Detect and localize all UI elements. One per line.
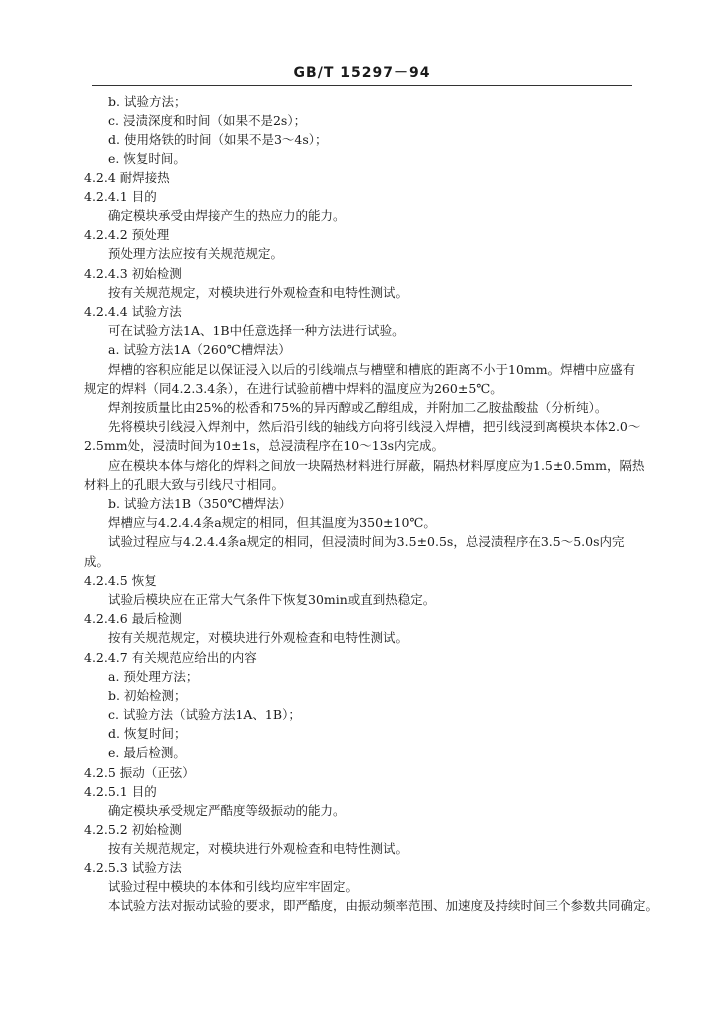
text-line: 按有关规范规定，对模块进行外观检查和电特性测试。 <box>108 630 409 645</box>
text-line: 4.2.5.3 试验方法 <box>84 860 182 875</box>
text-line: a. 预处理方法； <box>108 669 199 684</box>
text-line: 4.2.4.3 初始检测 <box>84 266 182 281</box>
text-line: 焊槽应与4.2.4.4条a规定的相同，但其温度为350±10℃。 <box>108 515 436 530</box>
text-line: 4.2.4.7 有关规范应给出的内容 <box>84 650 257 665</box>
text-line: 确定模块承受规定严酷度等级振动的能力。 <box>108 803 346 818</box>
text-line: 按有关规范规定，对模块进行外观检查和电特性测试。 <box>108 841 409 856</box>
text-line: 材料上的孔眼大致与引线尺寸相同。 <box>84 477 285 492</box>
text-line: 4.2.5 振动（正弦） <box>84 765 195 780</box>
text-line: c. 浸渍深度和时间（如果不是2s）； <box>108 113 307 128</box>
text-line: 焊槽的容积应能足以保证浸入以后的引线端点与槽壁和槽底的距离不小于10mm。焊槽中应盛有 <box>108 362 636 377</box>
text-line: 确定模块承受由焊接产生的热应力的能力。 <box>108 208 346 223</box>
text-line: 4.2.4 耐焊接热 <box>84 170 170 185</box>
text-line: 试验后模块应在正常大气条件下恢复30min或直到热稳定。 <box>108 592 436 607</box>
text-line: 4.2.4.2 预处理 <box>84 227 170 242</box>
text-line: 试验过程中模块的本体和引线均应牢牢固定。 <box>108 879 359 894</box>
text-line: e. 恢复时间。 <box>108 151 186 166</box>
text-line: b. 试验方法1B（350℃槽焊法） <box>108 496 292 511</box>
text-line: a. 试验方法1A（260℃槽焊法） <box>108 342 291 357</box>
text-line: 预处理方法应按有关规范规定。 <box>108 246 284 261</box>
text-line: c. 试验方法（试验方法1A、1B）； <box>108 707 301 722</box>
text-line: 焊剂按质量比由25%的松香和75%的异丙醇或乙醇组成，并附加二乙胺盐酸盐（分析纯）。 <box>108 400 608 415</box>
text-line: 本试验方法对振动试验的要求，即严酷度，由振动频率范围、加速度及持续时间三个参数共同确定。 <box>108 898 659 913</box>
text-line: d. 使用烙铁的时间（如果不是3～4s）； <box>108 132 328 147</box>
text-line: 4.2.5.1 目的 <box>84 784 157 799</box>
text-line: 4.2.4.6 最后检测 <box>84 611 182 626</box>
text-line: 4.2.4.5 恢复 <box>84 573 157 588</box>
text-line: 规定的焊料（同4.2.3.4条），在进行试验前槽中焊料的温度应为260±5℃。 <box>84 381 503 396</box>
text-line: b. 试验方法； <box>108 94 187 109</box>
text-line: 4.2.5.2 初始检测 <box>84 822 182 837</box>
text-line: 4.2.4.4 试验方法 <box>84 304 182 319</box>
text-line: d. 恢复时间； <box>108 726 187 741</box>
text-line: 先将模块引线浸入焊剂中，然后沿引线的轴线方向将引线浸入焊槽，把引线浸到离模块本体2.0～ <box>108 419 641 434</box>
text-line: 2.5mm处，浸渍时间为10±1s，总浸渍程序在10～13s内完成。 <box>84 438 445 453</box>
text-line: 4.2.4.1 目的 <box>84 189 157 204</box>
text-line: 可在试验方法1A、1B中任意选择一种方法进行试验。 <box>108 323 405 338</box>
text-line: 按有关规范规定，对模块进行外观检查和电特性测试。 <box>108 285 409 300</box>
text-line: 成。 <box>84 554 110 569</box>
header-rule <box>92 85 632 86</box>
text-line: e. 最后检测。 <box>108 745 186 760</box>
text-line: 应在模块本体与熔化的焊料之间放一块隔热材料进行屏蔽，隔热材料厚度应为1.5±0.5mm，隔热 <box>108 458 645 473</box>
page-header-code: GB/T 15297－94 <box>293 65 431 81</box>
text-line: b. 初始检测； <box>108 688 187 703</box>
text-line: 试验过程应与4.2.4.4条a规定的相同，但浸渍时间为3.5±0.5s，总浸渍程序在3.5～5.0s内完 <box>108 534 625 549</box>
